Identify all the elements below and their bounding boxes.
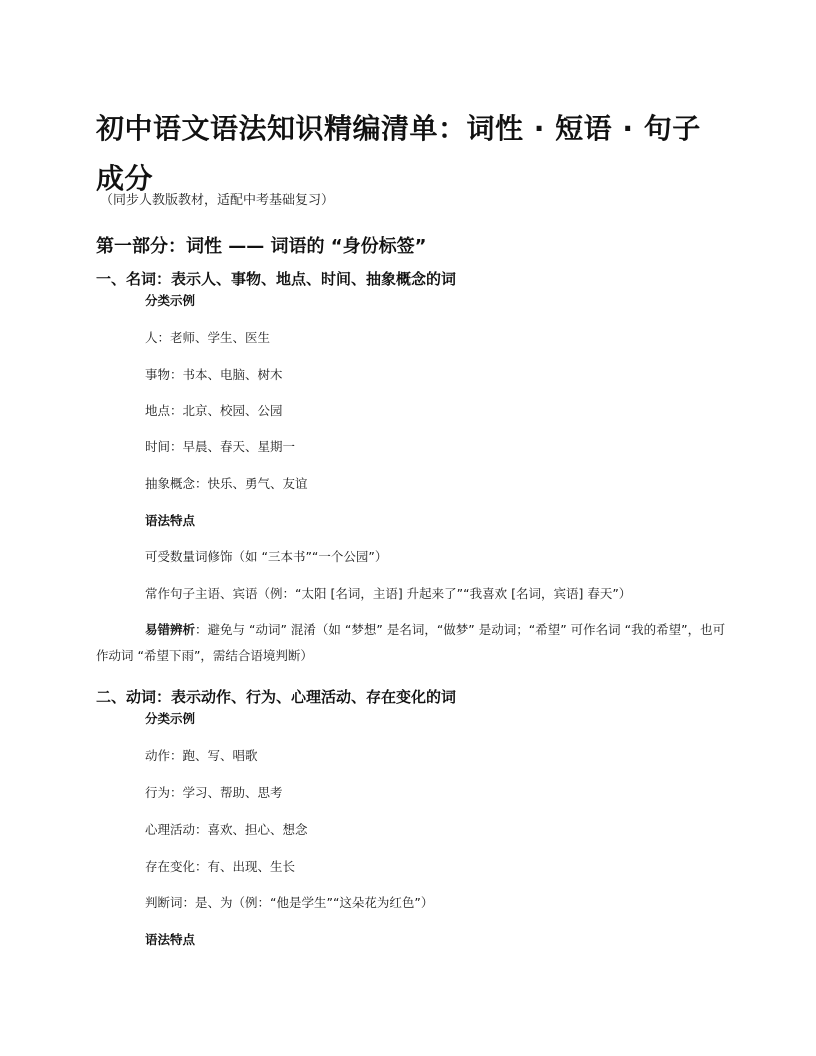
verb-example-item: 心理活动：喜欢、担心、想念	[145, 822, 308, 837]
document-subtitle: （同步人教版教材，适配中考基础复习）	[100, 193, 335, 208]
noun-error-note-lead: 易错辨析	[145, 622, 196, 637]
verb-examples-label: 分类示例	[145, 711, 196, 726]
document-title: 初中语文语法知识精编清单：词性 · 短语 · 句子成分	[96, 112, 701, 195]
noun-example-item: 抽象概念：快乐、勇气、友谊	[145, 476, 308, 491]
noun-examples-label: 分类示例	[145, 293, 196, 308]
noun-error-note	[96, 617, 726, 669]
noun-features-label: 语法特点	[145, 513, 196, 528]
noun-example-item: 地点：北京、校园、公园	[145, 403, 283, 418]
verb-example-item: 行为：学习、帮助、思考	[145, 785, 283, 800]
noun-section-heading: 一、名词：表示人、事物、地点、时间、抽象概念的词	[96, 270, 457, 288]
verb-example-item: 判断词：是、为（例：“他是学生”“这朵花为红色”）	[145, 895, 434, 910]
noun-example-item: 时间：早晨、春天、星期一	[145, 439, 296, 454]
verb-example-item: 存在变化：有、出现、生长	[145, 859, 296, 874]
noun-example-item: 事物：书本、电脑、树木	[145, 367, 283, 382]
verb-features-label: 语法特点	[145, 932, 196, 947]
verb-example-item: 动作：跑、写、唱歌	[145, 748, 258, 763]
noun-error-note-text: ：避免与 “动词” 混淆（如 “梦想” 是名词，“做梦” 是动词；“希望” 可作名词 “我的希望”，也可作动词 “希望下雨”，需结合语境判断）	[96, 622, 726, 663]
verb-section-heading: 二、动词：表示动作、行为、心理活动、存在变化的词	[96, 688, 457, 706]
noun-example-item: 人：老师、学生、医生	[145, 330, 271, 345]
noun-feature-item: 常作句子主语、宾语（例：“太阳 [名词，主语] 升起来了”“我喜欢 [名词，宾语] 春天”）	[145, 586, 632, 601]
noun-feature-item: 可受数量词修饰（如 “三本书”“一个公园”）	[145, 549, 388, 564]
part-one-heading: 第一部分：词性 —— 词语的 “身份标签”	[96, 236, 427, 257]
